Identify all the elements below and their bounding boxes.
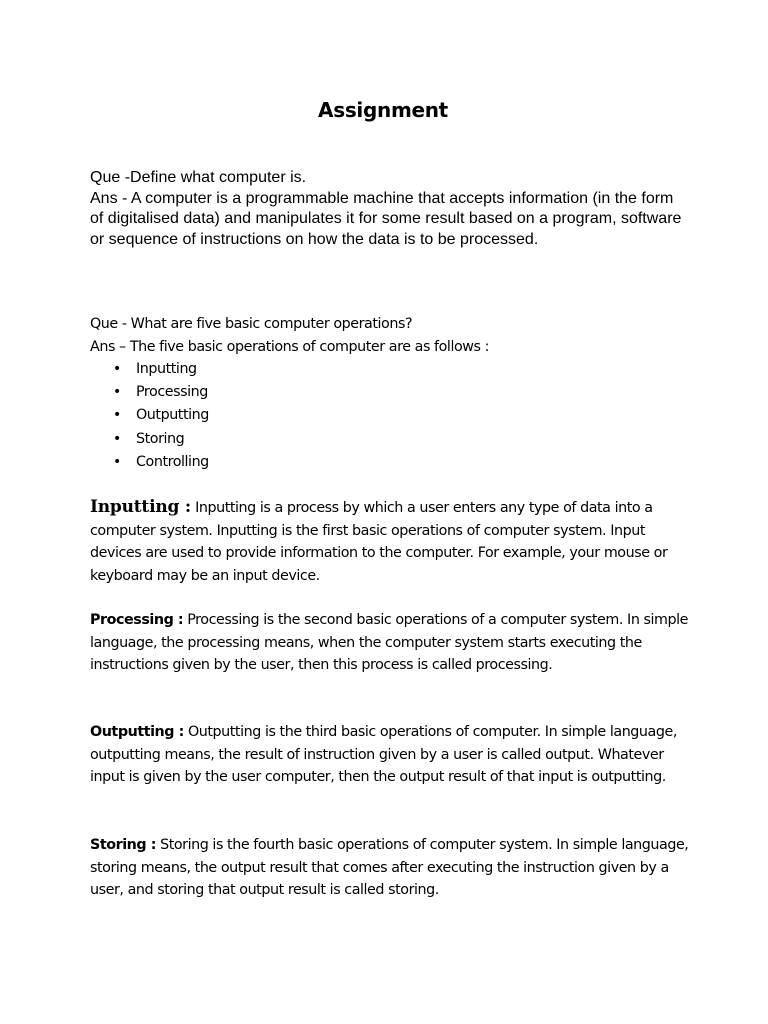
question-1-block [90,168,690,250]
operations-list [90,358,690,474]
bullet-icon: • [113,384,121,401]
section-outputting [90,721,690,789]
section-text: Processing is the second basic operations of a computer system. In simple language, the processing means, when the computer system starts executing the instructions given by the user, then this process is called processing. [90,612,689,673]
section-term: Inputting : [90,497,191,517]
answer-1-text: Ans - A computer is a programmable machine that accepts information (in the form of digitalised data) and manipulates it for some result based on a program, software or sequence of instructions on how the data is to be processed. [90,189,682,248]
answer-2-text: Ans – The five basic operations of computer are as follows : [90,338,489,355]
section-text: Outputting is the third basic operations of computer. In simple language, outputting means, the result of instruction given by a user is called output. Whatever input is given by the user computer, then the output result of that input is outputting. [90,724,677,785]
list-item-label: Processing [136,384,208,401]
page-title: Assignment [318,98,448,122]
section-term: Outputting : [90,724,184,740]
section-storing [90,834,690,902]
section-inputting [90,496,690,587]
list-item [90,428,690,451]
question-1-text: Que -Define what computer is. [90,169,307,186]
list-item [90,358,690,381]
list-item [90,381,690,404]
bullet-icon: • [113,430,121,447]
list-item-label: Inputting [136,361,197,377]
list-item-label: Controlling [136,453,209,470]
bullet-icon: • [113,361,121,377]
section-term: Storing : [90,837,156,853]
list-item [90,451,690,474]
bullet-icon: • [113,407,121,424]
list-item-label: Outputting [136,407,209,424]
question-2-text: Que - What are five basic computer operations? [90,316,413,332]
section-term: Processing : [90,612,184,628]
bullet-icon: • [113,453,121,470]
section-text: Storing is the fourth basic operations of computer system. In simple language, storing means, the output result that comes after executing the instruction given by a user, and storing that output result is called storing. [90,837,689,898]
section-text: Inputting is a process by which a user enters any type of data into a computer system. Inputting is the first basic operations of computer system. Input devices are used to provide information to the computer. For example, your mouse or keyboard may be an input device. [90,500,668,584]
question-2-block [90,313,690,474]
section-processing [90,609,690,677]
list-item-label: Storing [136,430,185,447]
list-item [90,404,690,427]
